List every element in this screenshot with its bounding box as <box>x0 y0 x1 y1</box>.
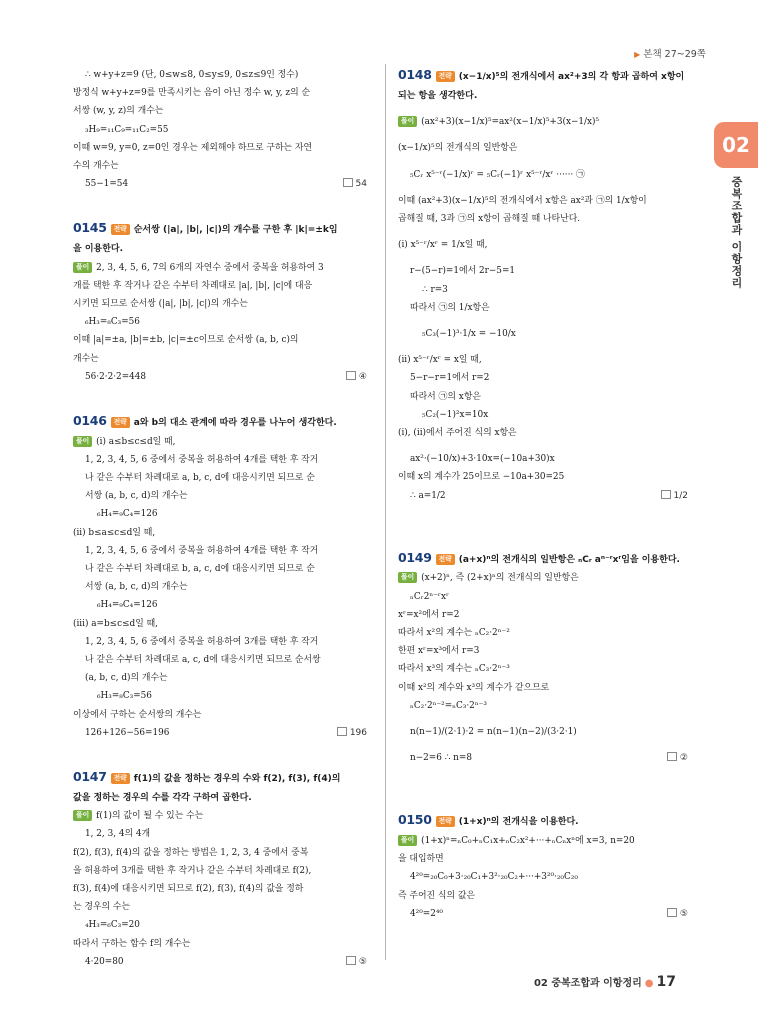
answer-box-icon <box>667 752 677 761</box>
solution-line: 이때 |a|=±a, |b|=±b, |c|=±c이므로 순서쌍 (a, b, c)의 <box>73 335 299 346</box>
answer-box-icon <box>661 490 671 499</box>
solution-tag: 풀이 <box>73 810 92 821</box>
problem-number: 0146 <box>73 413 107 429</box>
answer-mark: ② <box>667 749 688 767</box>
answer-mark: 196 <box>337 724 367 742</box>
solution-line: r−(5−r)=1에서 2r−5=1 <box>410 266 516 277</box>
solution-line: ∴ r=3 <box>422 284 448 295</box>
strategy-tag: 전략 <box>111 773 130 784</box>
solution-line: (iii) a=b≤c≤d일 때, <box>73 618 158 629</box>
answer-box-icon <box>667 908 677 917</box>
answer-box-icon <box>343 178 353 187</box>
strategy-text: a와 b의 대소 관계에 따라 경우를 나누어 생각한다. <box>133 418 337 429</box>
solution-line: 이때 (ax²+3)(x−1/x)⁵의 전개식에서 x항은 ax²과 ㉠의 1/x항이 <box>398 195 647 206</box>
problem-number: 0148 <box>398 67 432 82</box>
problem-0149-header <box>398 549 694 570</box>
solution-line: 4²⁰=₂₀C₀+3·₂₀C₁+3²·₂₀C₂+···+3²⁰·₂₀C₂₀ <box>410 872 578 883</box>
solution-line: 즉 주어진 식의 값은 <box>398 890 476 901</box>
answer-mark: ⑤ <box>667 905 688 923</box>
intro-line: 이때 w=9, y=0, z=0인 경우는 제외해야 하므로 구하는 자연 <box>73 142 313 153</box>
column-divider <box>385 64 386 960</box>
solution-tag: 풀이 <box>398 835 417 846</box>
solution-line: 4·20=80 ⑤ <box>73 953 373 971</box>
answer-mark: ⑤ <box>346 953 367 971</box>
solution-line: 는 경우의 수는 <box>73 902 131 913</box>
solution-line: (i) x⁵⁻ʳ/xʳ = 1/x일 때, <box>398 240 488 251</box>
solution-line: 따라서 구하는 함수 f의 개수는 <box>73 938 191 949</box>
solution-line: 을 대입하면 <box>398 854 444 865</box>
solution-line: 나 같은 수부터 차례대로 a, c, d에 대응시키면 되므로 순서쌍 <box>85 655 321 666</box>
answer-mark: 1/2 <box>661 487 688 505</box>
intro-line: 방정식 w+y+z=9를 만족시키는 음이 아닌 정수 w, y, z의 순 <box>73 88 311 99</box>
page-ref-text: 본책 27~29쪽 <box>643 49 706 60</box>
solution-line: 126+126−56=196 196 <box>73 724 373 742</box>
strategy-text-cont: 을 이용한다. <box>73 244 124 255</box>
solution-line: 풀이 (ax²+3)(x−1/x)⁵=ax²(x−1/x)⁵+3(x−1/x)⁵ <box>398 113 694 131</box>
strategy-text: (1+x)ⁿ의 전개식을 이용한다. <box>458 817 579 828</box>
answer-mark: 54 <box>343 175 367 193</box>
problem-0150-header <box>398 811 694 832</box>
problem-0147-header <box>73 768 373 789</box>
solution-line: 따라서 x²의 계수는 ₙC₂·2ⁿ⁻² <box>398 628 510 639</box>
solution-line: ₄H₃=₆C₃=20 <box>85 920 140 931</box>
solution-line: 을 허용하여 3개를 택한 후 작거나 같은 수부터 차례대로 f(2), <box>73 865 312 876</box>
strategy-text-cont: 값을 정하는 경우의 수를 각각 구하여 곱한다. <box>73 792 252 803</box>
solution-line: 풀이 (i) a≤b≤c≤d일 때, <box>73 433 373 451</box>
solution-line: 따라서 ㉠의 x항은 <box>410 391 481 402</box>
solution-line: ₆H₄=₉C₄=126 <box>97 600 158 611</box>
bullet-icon: ● <box>644 978 654 989</box>
solution-line: 풀이 (x+2)ⁿ, 즉 (2+x)ⁿ의 전개식의 일반항은 <box>398 569 694 587</box>
solution-line: (ii) b≤a≤c≤d일 때, <box>73 527 156 538</box>
problem-0146-header <box>73 412 373 433</box>
solution-line: ₅C₂(−1)²x=10x <box>422 409 489 420</box>
solution-tag: 풀이 <box>398 116 417 127</box>
solution-line: 1, 2, 3, 4의 4개 <box>85 829 151 840</box>
solution-line: ∴ a=1/2 1/2 <box>398 487 694 505</box>
solution-line: ₆H₃=₈C₃=56 <box>85 317 140 328</box>
solution-line: 따라서 ㉠의 1/x항은 <box>410 302 490 313</box>
solution-line: 나 같은 수부터 차례대로 b, a, c, d에 대응시키면 되므로 순 <box>85 564 315 575</box>
answer-box-icon <box>346 956 356 965</box>
solution-line: 서쌍 (a, b, c, d)의 개수는 <box>85 582 188 593</box>
footer-chapter: 02 중복조합과 이항정리 <box>533 978 642 989</box>
solution-line: 한편 xʳ=x³에서 r=3 <box>398 646 480 657</box>
problem-number: 0147 <box>73 769 107 785</box>
intro-line: 서쌍 (w, y, z)의 개수는 <box>73 106 164 117</box>
triangle-marker-icon: ▶ <box>634 50 641 59</box>
strategy-text: (a+x)ⁿ의 전개식의 일반항은 ₙCᵣ aⁿ⁻ʳxʳ임을 이용한다. <box>458 554 680 565</box>
strategy-tag: 전략 <box>111 417 130 428</box>
solution-line: (i), (ii)에서 주어진 식의 x항은 <box>398 428 517 439</box>
solution-line: ₆H₃=₈C₃=56 <box>97 691 152 702</box>
solution-line: 따라서 x³의 계수는 ₙC₃·2ⁿ⁻³ <box>398 664 510 675</box>
answer-box-icon <box>346 371 356 380</box>
answer-box-icon <box>337 727 347 736</box>
strategy-text-cont: 되는 항을 생각한다. <box>398 90 478 101</box>
solution-line: 개를 택한 후 작거나 같은 수부터 차례대로 |a|, |b|, |c|에 대응 <box>73 280 313 291</box>
strategy-text: 순서쌍 (|a|, |b|, |c|)의 개수를 구한 후 |k|=±k임 <box>133 225 338 236</box>
problem-0148-header <box>398 66 694 87</box>
page-footer <box>534 974 676 990</box>
solution-line: 이때 x의 계수가 25이므로 −10a+30=25 <box>398 472 565 483</box>
chapter-side-title: 중복조합과 이항정리 <box>730 176 743 289</box>
solution-tag: 풀이 <box>398 572 417 583</box>
solution-line: 나 같은 수부터 차례대로 a, b, c, d에 대응시키면 되므로 순 <box>85 473 315 484</box>
solution-line: 1, 2, 3, 4, 5, 6 중에서 중복을 허용하여 4개를 택한 후 작거 <box>85 545 319 556</box>
solution-line: (ii) x⁵⁻ʳ/xʳ = x일 때, <box>398 355 482 366</box>
solution-line: ₙCᵣ2ⁿ⁻ʳxʳ <box>410 591 450 602</box>
solution-line: 5−r−r=1에서 r=2 <box>410 373 490 384</box>
solution-line: ₆H₄=₉C₄=126 <box>97 509 158 520</box>
answer-mark: ④ <box>346 368 367 386</box>
strategy-tag: 전략 <box>111 224 130 235</box>
strategy-text: f(1)의 값을 정하는 경우의 수와 f(2), f(3), f(4)의 <box>133 774 341 785</box>
page-number: 17 <box>656 974 676 990</box>
solution-tag: 풀이 <box>73 262 92 273</box>
solution-line: xʳ=x²에서 r=2 <box>398 609 460 620</box>
solution-line: 1, 2, 3, 4, 5, 6 중에서 중복을 허용하여 4개를 택한 후 작거 <box>85 454 319 465</box>
solution-line: 4²⁰=2⁴⁰ ⑤ <box>398 905 694 923</box>
solution-line: f(2), f(3), f(4)의 값을 정하는 방법은 1, 2, 3, 4 중에서 중복 <box>73 847 309 858</box>
strategy-tag: 전략 <box>436 554 455 565</box>
solution-line: ₙC₂·2ⁿ⁻²=ₙC₃·2ⁿ⁻³ <box>410 700 487 711</box>
solution-line: 서쌍 (a, b, c, d)의 개수는 <box>85 491 188 502</box>
problem-number: 0149 <box>398 549 432 565</box>
intro-line: ∴ w+y+z=9 (단, 0≤w≤8, 0≤y≤9, 0≤z≤9인 정수) <box>85 70 299 80</box>
solution-line: 시키면 되므로 순서쌍 (|a|, |b|, |c|)의 개수는 <box>73 299 248 310</box>
solution-tag: 풀이 <box>73 436 92 447</box>
strategy-tag: 전략 <box>436 816 455 827</box>
strategy-tag: 전략 <box>436 71 455 82</box>
solution-line: 1, 2, 3, 4, 5, 6 중에서 중복을 허용하여 3개를 택한 후 작거 <box>85 636 319 647</box>
solution-line: 이때 x²의 계수와 x³의 계수가 같으므로 <box>398 682 550 693</box>
solution-line: f(3), f(4)에 대응시키면 되므로 f(2), f(3), f(4)의 값을 정하 <box>73 884 304 895</box>
solution-line: 풀이 2, 3, 4, 5, 6, 7의 6개의 자연수 중에서 중복을 허용하여 3 <box>73 259 373 277</box>
solution-line: 56·2·2·2=448 ④ <box>73 368 373 386</box>
solution-line: ax²·(−10/x)+3·10x=(−10a+30)x <box>410 454 555 465</box>
solution-line: n(n−1)/(2·1)·2 = n(n−1)(n−2)/(3·2·1) <box>410 727 577 738</box>
solution-line: 개수는 <box>73 353 99 364</box>
solution-line: 곱해질 때, 3과 ㉠의 x항이 곱해질 때 나타난다. <box>398 214 581 224</box>
solution-line: 풀이 f(1)의 값이 될 수 있는 수는 <box>73 807 373 825</box>
solution-line: 이상에서 구하는 순서쌍의 개수는 <box>73 709 202 720</box>
problem-0145-header <box>73 219 373 240</box>
left-column <box>73 66 373 971</box>
intro-line: 수의 개수는 <box>73 161 119 172</box>
intro-line: 55−1=54 54 <box>73 175 373 193</box>
solution-line: (x−1/x)⁵의 전개식의 일반항은 <box>398 143 518 154</box>
problem-number: 0145 <box>73 220 107 236</box>
solution-line: ₅C₃(−1)³·1/x = −10/x <box>422 329 516 340</box>
solution-line: (a, b, c, d)의 개수는 <box>85 673 168 684</box>
solution-line: 풀이 (1+x)ⁿ=ₙC₀+ₙC₁x+ₙC₂x²+···+ₙCₙxⁿ에 x=3, n=20 <box>398 832 694 850</box>
solution-line: n−2=6 ∴ n=8 ② <box>398 749 694 767</box>
right-column <box>398 66 694 923</box>
chapter-tab[interactable]: 02 <box>714 122 758 168</box>
page-ref-header <box>634 46 706 60</box>
problem-number: 0150 <box>398 812 432 828</box>
solution-line: ₅Cᵣ x⁵⁻ʳ(−1/x)ʳ = ₅Cᵣ(−1)ʳ x⁵⁻ʳ/xʳ ······ ㉠ <box>410 169 585 180</box>
strategy-text: (x−1/x)⁵의 전개식에서 ax²+3의 각 항과 곱하여 x항이 <box>458 72 685 82</box>
intro-line: ₃H₉=₁₁C₉=₁₁C₂=55 <box>85 124 169 135</box>
